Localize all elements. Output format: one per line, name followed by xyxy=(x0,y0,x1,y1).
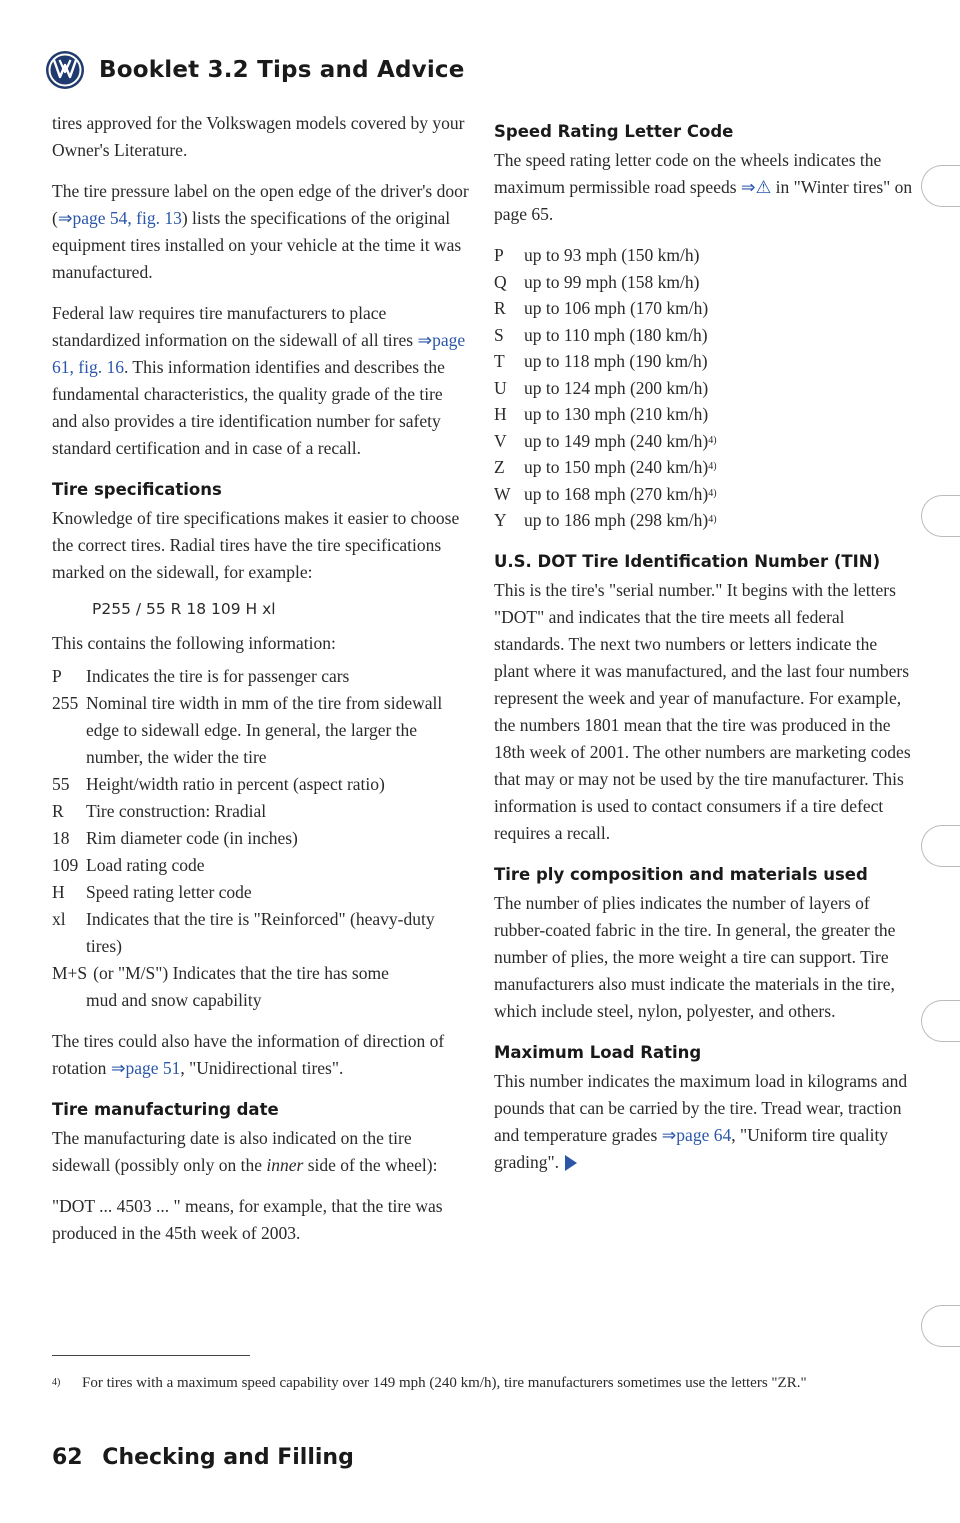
margin-tab xyxy=(921,825,960,867)
paragraph xyxy=(494,147,914,228)
tire-spec-example: P255 / 55 R 18 109 H xl xyxy=(92,600,276,618)
definition: Nominal tire width in mm of the tire from sidewall edge to sidewall edge. In general, the larger the number, the wider the tire xyxy=(86,693,443,767)
definition-item xyxy=(52,879,472,906)
text: , "Uniform tire quality grading". xyxy=(494,1124,889,1172)
footnote xyxy=(52,1372,912,1394)
definition-item xyxy=(52,852,472,879)
speed-rating-item xyxy=(494,401,914,428)
speed-rating-item xyxy=(494,242,914,269)
term: 18 xyxy=(52,828,70,848)
text: This number indicates the maximum load in kilograms and pounds that can be carried by the tire. Tread wear, traction and temperature grades xyxy=(494,1070,908,1145)
text: The tire pressure label on the open edge of the driver's door ( xyxy=(52,181,469,228)
text: The tires could also have the information of direction of rotation xyxy=(52,1031,445,1078)
footnote-marker: 4) xyxy=(52,1377,61,1388)
speed-rating-item xyxy=(494,269,914,296)
section-heading: U.S. DOT Tire Identification Number (TIN) xyxy=(494,551,881,571)
rating-value: up to 118 mph (190 km/h) xyxy=(524,351,708,371)
paragraph xyxy=(52,300,472,462)
page-reference-link[interactable]: ⇒page 51 xyxy=(110,1058,181,1078)
section-heading: Tire manufacturing date xyxy=(52,1100,279,1119)
rating-letter: V xyxy=(494,430,507,451)
spec-definition-list xyxy=(52,663,472,1014)
footnote-text: For tires with a maximum speed capability over 149 mph (240 km/h), tire manufacturers sometimes use the letters "ZR." xyxy=(82,1375,807,1391)
term: 55 xyxy=(52,774,70,794)
speed-rating-item xyxy=(494,507,914,534)
footnote-marker: 4) xyxy=(708,514,717,525)
section-heading: Tire ply composition and materials used xyxy=(494,864,868,884)
text: , "Unidirectional tires". xyxy=(180,1058,344,1078)
definition-item xyxy=(52,798,472,825)
speed-rating-item xyxy=(494,375,914,402)
speed-rating-item xyxy=(494,348,914,375)
term: H xyxy=(52,882,65,902)
section-name: Checking and Filling xyxy=(102,1445,354,1470)
text: The speed rating letter code on the wheels indicates the maximum permissible road speeds xyxy=(494,150,882,197)
page-title: Booklet 3.2 Tips and Advice xyxy=(99,57,465,83)
margin-tab xyxy=(921,1305,960,1347)
margin-tab xyxy=(921,1000,960,1042)
rating-value: up to 168 mph (270 km/h) xyxy=(524,483,709,504)
footnote-marker: 4) xyxy=(708,434,717,446)
definition-item xyxy=(52,771,472,798)
rating-value: up to 124 mph (200 km/h) xyxy=(524,377,709,398)
definition: mud and snow capability xyxy=(86,990,262,1010)
definition: Indicates the tire is for passenger cars xyxy=(86,666,350,686)
rating-value: up to 110 mph (180 km/h) xyxy=(524,324,708,345)
footnote-marker: 4) xyxy=(708,461,717,472)
definition: Height/width ratio in percent (aspect ratio) xyxy=(86,774,385,794)
paragraph xyxy=(52,178,472,286)
rating-letter: R xyxy=(494,298,506,318)
term: 255 xyxy=(52,693,79,713)
definition: Load rating code xyxy=(86,855,205,875)
rating-letter: P xyxy=(494,245,504,265)
speed-rating-list xyxy=(494,242,914,534)
rating-letter: T xyxy=(494,351,505,371)
section-heading: Maximum Load Rating xyxy=(494,1042,702,1062)
rating-letter: Z xyxy=(494,457,505,477)
paragraph xyxy=(494,1068,914,1176)
section-heading: Tire specifications xyxy=(52,480,222,499)
vw-logo-icon xyxy=(45,50,85,90)
text: The manufacturing date is also indicated on the tire sidewall (possibly only on the xyxy=(52,1128,412,1175)
rating-value: up to 93 mph (150 km/h) xyxy=(524,245,700,265)
rating-letter: Q xyxy=(494,271,507,292)
page-number: 62 xyxy=(52,1445,83,1470)
page-header xyxy=(45,46,465,94)
continue-arrow-icon xyxy=(565,1155,577,1171)
left-column xyxy=(52,110,472,1261)
term: 109 xyxy=(52,855,79,875)
paragraph: tires approved for the Volkswagen models covered by your Owner's Literature. xyxy=(52,113,465,160)
margin-tab xyxy=(921,495,960,537)
rating-letter: W xyxy=(494,483,511,504)
speed-rating-item xyxy=(494,428,914,455)
text: ) lists the specifications of the original equipment tires installed on your vehicle at the time it was manufactured. xyxy=(52,208,462,282)
page-reference-link[interactable]: ⇒page 64 xyxy=(661,1124,732,1145)
term: R xyxy=(52,801,64,821)
warning-reference-link[interactable]: ⇒⚠ xyxy=(740,177,772,197)
speed-rating-item xyxy=(494,481,914,508)
rating-value: up to 99 mph (158 km/h) xyxy=(524,271,700,292)
speed-rating-item xyxy=(494,322,914,349)
definition: Indicates that the tire is "Reinforced" (heavy-duty tires) xyxy=(86,909,435,956)
definition: (or "M/S") Indicates that the tire has some xyxy=(93,963,389,983)
speed-rating-item xyxy=(494,295,914,322)
definition-item xyxy=(52,690,472,771)
rating-value: up to 150 mph (240 km/h) xyxy=(524,457,709,477)
definition-item xyxy=(52,960,472,1014)
rating-letter: S xyxy=(494,324,504,345)
section-heading: Speed Rating Letter Code xyxy=(494,122,734,141)
text: . This information identifies and describes the fundamental characteristics, the quality grade of the tire and also provides a tire identification number for safety standard certification and in case of a recall. xyxy=(52,357,445,458)
text: side of the wheel): xyxy=(303,1155,438,1175)
right-column xyxy=(494,110,914,1190)
page-reference-link[interactable]: ⇒page 54, fig. 13 xyxy=(57,208,182,228)
speed-rating-item xyxy=(494,454,914,481)
definition: Speed rating letter code xyxy=(86,882,252,902)
definition-item xyxy=(52,906,472,960)
paragraph xyxy=(52,1028,472,1082)
rating-letter: H xyxy=(494,404,507,424)
term: xl xyxy=(52,909,66,929)
rating-value: up to 149 mph (240 km/h) xyxy=(524,430,709,451)
rating-letter: U xyxy=(494,377,507,398)
definition: Tire construction: Rradial xyxy=(86,801,267,821)
paragraph: "DOT ... 4503 ... " means, for example, that the tire was produced in the 45th week of 2003. xyxy=(52,1196,443,1243)
rating-value: up to 106 mph (170 km/h) xyxy=(524,298,709,318)
rating-value: up to 130 mph (210 km/h) xyxy=(524,404,709,424)
rating-value: up to 186 mph (298 km/h) xyxy=(524,510,709,530)
page-reference-link[interactable]: ⇒page 61, fig. 16 xyxy=(52,330,466,377)
footnote-marker: 4) xyxy=(708,487,717,499)
definition-item xyxy=(52,663,472,690)
emphasis: inner xyxy=(266,1155,304,1175)
margin-tab xyxy=(921,165,960,207)
term: P xyxy=(52,666,62,686)
text: in "Winter tires" on page 65. xyxy=(494,177,913,224)
page-footer xyxy=(52,1445,354,1470)
term: M+S xyxy=(52,963,88,983)
paragraph: This is the tire's "serial number." It begins with the letters "DOT" and indicates that the tire meets all federal standards. The next two numbers or letters indicate the plant where it was manufactured, and the last four numbers represent the week and year of manufacture. For example, the numbers 1801 mean that the tire was produced in the 18th week of 2001. The other numbers are marketing codes that may or may not be used by the tire manufacturer. This information is used to contact consumers if a tire defect requires a recall. xyxy=(494,579,911,843)
paragraph: Knowledge of tire specifications makes it easier to choose the correct tires. Radial tires have the tire specifications marked on the sidewall, for example: xyxy=(52,508,460,582)
footnote-divider xyxy=(52,1355,250,1356)
paragraph: The number of plies indicates the number of layers of rubber-coated fabric in the tire. In general, the greater the number of plies, the more weight a tire can support. Tire manufacturers also must indicate the materials in the tire, which include steel, nylon, polyester, and others. xyxy=(494,892,896,1021)
paragraph xyxy=(52,1125,472,1179)
text: Federal law requires tire manufacturers to place standardized information on the sidewall of all tires xyxy=(52,303,418,350)
paragraph: This contains the following information: xyxy=(52,633,336,653)
rating-letter: Y xyxy=(494,510,507,530)
definition-item xyxy=(52,825,472,852)
definition: Rim diameter code (in inches) xyxy=(86,828,298,848)
